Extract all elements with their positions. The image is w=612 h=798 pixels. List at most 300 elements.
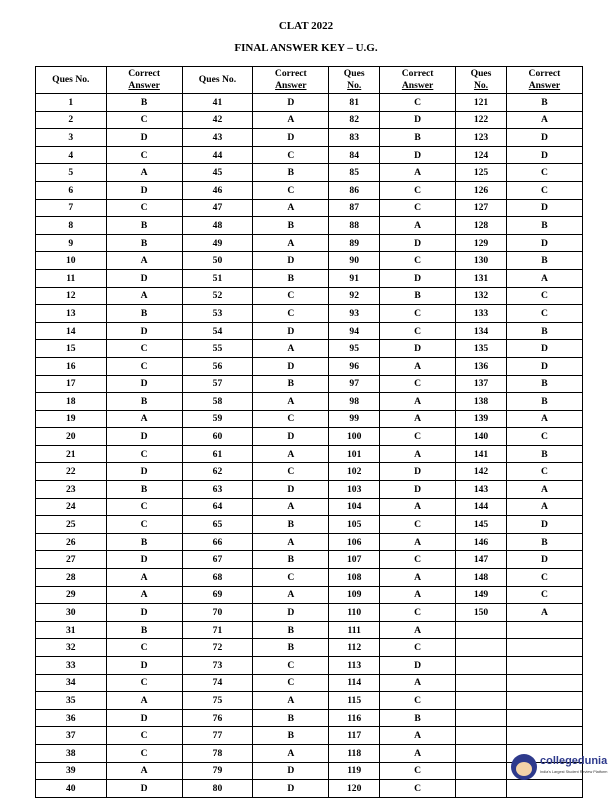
table-row bbox=[36, 375, 583, 393]
question-number-cell: 46 bbox=[182, 181, 253, 199]
question-number-cell: 64 bbox=[182, 498, 253, 516]
answer-cell: C bbox=[380, 604, 456, 622]
answer-cell: B bbox=[253, 217, 329, 235]
answer-cell: A bbox=[380, 357, 456, 375]
question-number-cell: 68 bbox=[182, 569, 253, 587]
question-number-cell: 66 bbox=[182, 533, 253, 551]
table-row bbox=[36, 234, 583, 252]
question-number-cell: 37 bbox=[36, 727, 107, 745]
answer-cell: D bbox=[253, 252, 329, 270]
question-number-cell: 21 bbox=[36, 445, 107, 463]
question-number-cell: 86 bbox=[329, 181, 380, 199]
answer-cell: A bbox=[253, 234, 329, 252]
question-number-cell: 111 bbox=[329, 621, 380, 639]
answer-cell: D bbox=[253, 780, 329, 798]
question-number-cell: 102 bbox=[329, 463, 380, 481]
answer-cell: B bbox=[106, 234, 182, 252]
question-number-cell: 53 bbox=[182, 305, 253, 323]
question-number-cell: 24 bbox=[36, 498, 107, 516]
answer-cell: B bbox=[106, 481, 182, 499]
question-number-cell: 99 bbox=[329, 410, 380, 428]
watermark-logo bbox=[511, 752, 611, 786]
question-number-cell: 1 bbox=[36, 94, 107, 112]
answer-cell: C bbox=[380, 780, 456, 798]
question-number-cell: 15 bbox=[36, 340, 107, 358]
question-number-cell: 132 bbox=[456, 287, 507, 305]
table-row bbox=[36, 146, 583, 164]
answer-cell: C bbox=[380, 181, 456, 199]
question-number-cell: 3 bbox=[36, 129, 107, 147]
question-number-cell: 122 bbox=[456, 111, 507, 129]
table-row bbox=[36, 94, 583, 112]
table-row bbox=[36, 111, 583, 129]
answer-cell: A bbox=[253, 199, 329, 217]
answer-cell bbox=[506, 621, 582, 639]
question-number-cell: 118 bbox=[329, 744, 380, 762]
question-number-cell: 40 bbox=[36, 780, 107, 798]
question-number-cell: 105 bbox=[329, 516, 380, 534]
question-number-cell: 10 bbox=[36, 252, 107, 270]
table-row bbox=[36, 340, 583, 358]
answer-cell: A bbox=[253, 340, 329, 358]
table-row bbox=[36, 357, 583, 375]
table-row bbox=[36, 709, 583, 727]
question-number-cell: 119 bbox=[329, 762, 380, 780]
table-row bbox=[36, 674, 583, 692]
answer-cell: C bbox=[506, 305, 582, 323]
table-row bbox=[36, 199, 583, 217]
header-ques-no: Ques No. bbox=[182, 67, 253, 94]
question-number-cell: 107 bbox=[329, 551, 380, 569]
answer-cell: B bbox=[506, 94, 582, 112]
table-row bbox=[36, 410, 583, 428]
answer-cell: D bbox=[253, 129, 329, 147]
question-number-cell: 121 bbox=[456, 94, 507, 112]
answer-cell bbox=[506, 692, 582, 710]
answer-cell: B bbox=[380, 129, 456, 147]
question-number-cell: 133 bbox=[456, 305, 507, 323]
answer-cell: C bbox=[380, 516, 456, 534]
answer-cell: D bbox=[106, 709, 182, 727]
answer-cell: C bbox=[253, 674, 329, 692]
answer-cell: B bbox=[506, 217, 582, 235]
question-number-cell: 13 bbox=[36, 305, 107, 323]
answer-cell: D bbox=[506, 357, 582, 375]
answer-cell: D bbox=[253, 481, 329, 499]
question-number-cell: 108 bbox=[329, 569, 380, 587]
answer-cell: D bbox=[106, 428, 182, 446]
question-number-cell: 38 bbox=[36, 744, 107, 762]
answer-cell: C bbox=[106, 445, 182, 463]
answer-cell: A bbox=[253, 692, 329, 710]
answer-cell: C bbox=[506, 463, 582, 481]
question-number-cell: 50 bbox=[182, 252, 253, 270]
table-row bbox=[36, 533, 583, 551]
question-number-cell: 41 bbox=[182, 94, 253, 112]
answer-cell: A bbox=[506, 481, 582, 499]
logo-mascot-icon bbox=[511, 754, 537, 780]
answer-cell: D bbox=[253, 428, 329, 446]
answer-cell: D bbox=[253, 94, 329, 112]
answer-cell: B bbox=[506, 445, 582, 463]
answer-cell: C bbox=[106, 199, 182, 217]
question-number-cell: 130 bbox=[456, 252, 507, 270]
answer-cell: A bbox=[506, 269, 582, 287]
question-number-cell: 9 bbox=[36, 234, 107, 252]
table-row bbox=[36, 393, 583, 411]
question-number-cell: 106 bbox=[329, 533, 380, 551]
answer-cell bbox=[506, 674, 582, 692]
answer-cell: D bbox=[380, 481, 456, 499]
question-number-cell: 35 bbox=[36, 692, 107, 710]
answer-cell: C bbox=[380, 252, 456, 270]
question-number-cell: 67 bbox=[182, 551, 253, 569]
answer-key-table bbox=[35, 66, 583, 798]
question-number-cell: 30 bbox=[36, 604, 107, 622]
answer-cell: A bbox=[106, 569, 182, 587]
question-number-cell: 110 bbox=[329, 604, 380, 622]
answer-cell: C bbox=[380, 551, 456, 569]
question-number-cell: 27 bbox=[36, 551, 107, 569]
table-row bbox=[36, 463, 583, 481]
question-number-cell: 83 bbox=[329, 129, 380, 147]
question-number-cell: 126 bbox=[456, 181, 507, 199]
table-row bbox=[36, 445, 583, 463]
table-row bbox=[36, 305, 583, 323]
table-row bbox=[36, 744, 583, 762]
answer-cell: C bbox=[380, 305, 456, 323]
table-row bbox=[36, 269, 583, 287]
question-number-cell: 72 bbox=[182, 639, 253, 657]
answer-cell: D bbox=[106, 604, 182, 622]
question-number-cell: 74 bbox=[182, 674, 253, 692]
answer-cell: A bbox=[380, 569, 456, 587]
question-number-cell: 92 bbox=[329, 287, 380, 305]
question-number-cell: 143 bbox=[456, 481, 507, 499]
answer-cell: C bbox=[253, 146, 329, 164]
answer-cell: A bbox=[253, 445, 329, 463]
answer-cell: A bbox=[506, 604, 582, 622]
answer-cell: B bbox=[253, 269, 329, 287]
question-number-cell: 82 bbox=[329, 111, 380, 129]
header-ques-no: Ques No. bbox=[329, 67, 380, 94]
question-number-cell: 29 bbox=[36, 586, 107, 604]
answer-cell: A bbox=[253, 744, 329, 762]
question-number-cell: 127 bbox=[456, 199, 507, 217]
answer-cell: D bbox=[506, 234, 582, 252]
answer-cell: A bbox=[253, 393, 329, 411]
answer-cell: D bbox=[506, 340, 582, 358]
question-number-cell: 144 bbox=[456, 498, 507, 516]
question-number-cell: 32 bbox=[36, 639, 107, 657]
question-number-cell: 45 bbox=[182, 164, 253, 182]
question-number-cell: 61 bbox=[182, 445, 253, 463]
question-number-cell: 135 bbox=[456, 340, 507, 358]
answer-cell: D bbox=[106, 657, 182, 675]
question-number-cell: 51 bbox=[182, 269, 253, 287]
question-number-cell: 85 bbox=[329, 164, 380, 182]
question-number-cell: 125 bbox=[456, 164, 507, 182]
question-number-cell: 148 bbox=[456, 569, 507, 587]
answer-cell: A bbox=[380, 586, 456, 604]
answer-cell: C bbox=[380, 322, 456, 340]
answer-cell: B bbox=[253, 709, 329, 727]
question-number-cell: 96 bbox=[329, 357, 380, 375]
question-number-cell: 60 bbox=[182, 428, 253, 446]
table-row bbox=[36, 762, 583, 780]
answer-cell: D bbox=[106, 780, 182, 798]
answer-cell: D bbox=[380, 463, 456, 481]
table-row bbox=[36, 498, 583, 516]
answer-cell: B bbox=[253, 164, 329, 182]
answer-cell: C bbox=[253, 657, 329, 675]
question-number-cell: 19 bbox=[36, 410, 107, 428]
page-title: CLAT 2022 bbox=[278, 20, 334, 32]
answer-cell: A bbox=[380, 445, 456, 463]
question-number-cell: 26 bbox=[36, 533, 107, 551]
table-row bbox=[36, 780, 583, 798]
answer-cell: C bbox=[106, 744, 182, 762]
answer-cell: C bbox=[106, 111, 182, 129]
question-number-cell: 104 bbox=[329, 498, 380, 516]
table-row bbox=[36, 428, 583, 446]
answer-cell: A bbox=[253, 533, 329, 551]
question-number-cell: 136 bbox=[456, 357, 507, 375]
answer-cell: A bbox=[506, 111, 582, 129]
question-number-cell bbox=[456, 692, 507, 710]
question-number-cell: 69 bbox=[182, 586, 253, 604]
answer-cell: C bbox=[253, 410, 329, 428]
question-number-cell: 39 bbox=[36, 762, 107, 780]
header-ques-no: Ques No. bbox=[36, 67, 107, 94]
answer-cell: D bbox=[380, 234, 456, 252]
table-row bbox=[36, 604, 583, 622]
question-number-cell: 103 bbox=[329, 481, 380, 499]
question-number-cell: 71 bbox=[182, 621, 253, 639]
question-number-cell: 128 bbox=[456, 217, 507, 235]
answer-cell: C bbox=[380, 639, 456, 657]
answer-cell: C bbox=[106, 498, 182, 516]
question-number-cell: 55 bbox=[182, 340, 253, 358]
question-number-cell: 76 bbox=[182, 709, 253, 727]
answer-cell: D bbox=[380, 111, 456, 129]
answer-cell: D bbox=[253, 322, 329, 340]
question-number-cell: 6 bbox=[36, 181, 107, 199]
answer-cell: D bbox=[106, 129, 182, 147]
table-row bbox=[36, 551, 583, 569]
answer-cell: B bbox=[253, 727, 329, 745]
question-number-cell: 91 bbox=[329, 269, 380, 287]
answer-cell: A bbox=[380, 217, 456, 235]
question-number-cell: 47 bbox=[182, 199, 253, 217]
question-number-cell: 48 bbox=[182, 217, 253, 235]
question-number-cell bbox=[456, 621, 507, 639]
table-row bbox=[36, 129, 583, 147]
question-number-cell: 131 bbox=[456, 269, 507, 287]
answer-cell: D bbox=[253, 762, 329, 780]
question-number-cell: 7 bbox=[36, 199, 107, 217]
answer-cell bbox=[506, 727, 582, 745]
question-number-cell: 12 bbox=[36, 287, 107, 305]
question-number-cell: 43 bbox=[182, 129, 253, 147]
question-number-cell: 58 bbox=[182, 393, 253, 411]
answer-cell: A bbox=[253, 111, 329, 129]
answer-cell bbox=[506, 639, 582, 657]
question-number-cell: 123 bbox=[456, 129, 507, 147]
answer-cell: D bbox=[380, 269, 456, 287]
question-number-cell: 112 bbox=[329, 639, 380, 657]
answer-cell: B bbox=[253, 621, 329, 639]
question-number-cell: 22 bbox=[36, 463, 107, 481]
logo-brand-text: collegedunia bbox=[540, 755, 608, 767]
question-number-cell: 75 bbox=[182, 692, 253, 710]
answer-cell: B bbox=[106, 305, 182, 323]
answer-cell: C bbox=[380, 428, 456, 446]
question-number-cell: 100 bbox=[329, 428, 380, 446]
question-number-cell: 80 bbox=[182, 780, 253, 798]
question-number-cell: 116 bbox=[329, 709, 380, 727]
answer-cell: D bbox=[106, 269, 182, 287]
answer-cell: B bbox=[253, 516, 329, 534]
table-row bbox=[36, 727, 583, 745]
table-row bbox=[36, 164, 583, 182]
answer-cell: A bbox=[106, 252, 182, 270]
question-number-cell: 11 bbox=[36, 269, 107, 287]
answer-cell: A bbox=[106, 287, 182, 305]
answer-cell: D bbox=[506, 199, 582, 217]
answer-cell: D bbox=[106, 551, 182, 569]
question-number-cell: 137 bbox=[456, 375, 507, 393]
answer-cell: C bbox=[106, 727, 182, 745]
question-number-cell bbox=[456, 709, 507, 727]
question-number-cell: 113 bbox=[329, 657, 380, 675]
answer-cell: C bbox=[380, 762, 456, 780]
question-number-cell: 147 bbox=[456, 551, 507, 569]
question-number-cell bbox=[456, 639, 507, 657]
question-number-cell: 142 bbox=[456, 463, 507, 481]
answer-cell: A bbox=[106, 762, 182, 780]
table-row bbox=[36, 586, 583, 604]
question-number-cell: 94 bbox=[329, 322, 380, 340]
question-number-cell: 129 bbox=[456, 234, 507, 252]
question-number-cell: 117 bbox=[329, 727, 380, 745]
answer-cell: B bbox=[253, 639, 329, 657]
answer-cell: C bbox=[380, 375, 456, 393]
answer-cell: D bbox=[380, 340, 456, 358]
answer-cell: C bbox=[106, 146, 182, 164]
answer-cell: D bbox=[253, 357, 329, 375]
answer-cell: B bbox=[380, 287, 456, 305]
question-number-cell: 97 bbox=[329, 375, 380, 393]
answer-cell: A bbox=[380, 674, 456, 692]
question-number-cell: 49 bbox=[182, 234, 253, 252]
question-number-cell: 77 bbox=[182, 727, 253, 745]
answer-cell: A bbox=[106, 692, 182, 710]
question-number-cell: 65 bbox=[182, 516, 253, 534]
question-number-cell: 134 bbox=[456, 322, 507, 340]
answer-cell: D bbox=[380, 146, 456, 164]
question-number-cell: 14 bbox=[36, 322, 107, 340]
table-row bbox=[36, 657, 583, 675]
question-number-cell: 84 bbox=[329, 146, 380, 164]
answer-cell: C bbox=[106, 516, 182, 534]
answer-cell: C bbox=[106, 357, 182, 375]
answer-cell: A bbox=[506, 410, 582, 428]
question-number-cell: 28 bbox=[36, 569, 107, 587]
header-correct-answer: Correct Answer bbox=[506, 67, 582, 94]
answer-cell: C bbox=[106, 639, 182, 657]
answer-cell: D bbox=[506, 551, 582, 569]
question-number-cell bbox=[456, 674, 507, 692]
table-row bbox=[36, 252, 583, 270]
answer-cell: C bbox=[253, 305, 329, 323]
answer-cell: B bbox=[506, 322, 582, 340]
question-number-cell: 139 bbox=[456, 410, 507, 428]
question-number-cell: 2 bbox=[36, 111, 107, 129]
question-number-cell: 98 bbox=[329, 393, 380, 411]
answer-cell: B bbox=[106, 217, 182, 235]
question-number-cell: 90 bbox=[329, 252, 380, 270]
header-correct-answer: Correct Answer bbox=[380, 67, 456, 94]
answer-cell: B bbox=[506, 252, 582, 270]
table-row bbox=[36, 322, 583, 340]
question-number-cell: 78 bbox=[182, 744, 253, 762]
answer-cell bbox=[506, 657, 582, 675]
question-number-cell: 34 bbox=[36, 674, 107, 692]
answer-cell: C bbox=[106, 340, 182, 358]
question-number-cell: 101 bbox=[329, 445, 380, 463]
answer-cell: C bbox=[380, 692, 456, 710]
answer-cell: A bbox=[253, 498, 329, 516]
table-row bbox=[36, 569, 583, 587]
page-subtitle: FINAL ANSWER KEY – U.G. bbox=[234, 42, 378, 54]
question-number-cell: 54 bbox=[182, 322, 253, 340]
question-number-cell: 138 bbox=[456, 393, 507, 411]
answer-cell: A bbox=[380, 744, 456, 762]
question-number-cell: 59 bbox=[182, 410, 253, 428]
question-number-cell bbox=[456, 780, 507, 798]
answer-cell: B bbox=[106, 393, 182, 411]
answer-cell: C bbox=[506, 181, 582, 199]
answer-cell: C bbox=[506, 428, 582, 446]
question-number-cell bbox=[456, 762, 507, 780]
question-number-cell: 62 bbox=[182, 463, 253, 481]
question-number-cell: 16 bbox=[36, 357, 107, 375]
answer-cell: C bbox=[506, 586, 582, 604]
answer-cell: A bbox=[380, 498, 456, 516]
answer-cell: D bbox=[106, 322, 182, 340]
answer-cell: B bbox=[506, 533, 582, 551]
question-number-cell: 114 bbox=[329, 674, 380, 692]
table-row bbox=[36, 287, 583, 305]
answer-cell: D bbox=[506, 129, 582, 147]
answer-cell: A bbox=[106, 586, 182, 604]
question-number-cell: 56 bbox=[182, 357, 253, 375]
question-number-cell: 44 bbox=[182, 146, 253, 164]
question-number-cell: 89 bbox=[329, 234, 380, 252]
question-number-cell: 88 bbox=[329, 217, 380, 235]
header-correct-answer: Correct Answer bbox=[106, 67, 182, 94]
question-number-cell: 36 bbox=[36, 709, 107, 727]
answer-cell: B bbox=[506, 393, 582, 411]
question-number-cell bbox=[456, 727, 507, 745]
answer-cell: B bbox=[380, 709, 456, 727]
question-number-cell: 4 bbox=[36, 146, 107, 164]
question-number-cell: 8 bbox=[36, 217, 107, 235]
answer-cell: A bbox=[506, 498, 582, 516]
answer-cell: C bbox=[253, 181, 329, 199]
table-row bbox=[36, 516, 583, 534]
